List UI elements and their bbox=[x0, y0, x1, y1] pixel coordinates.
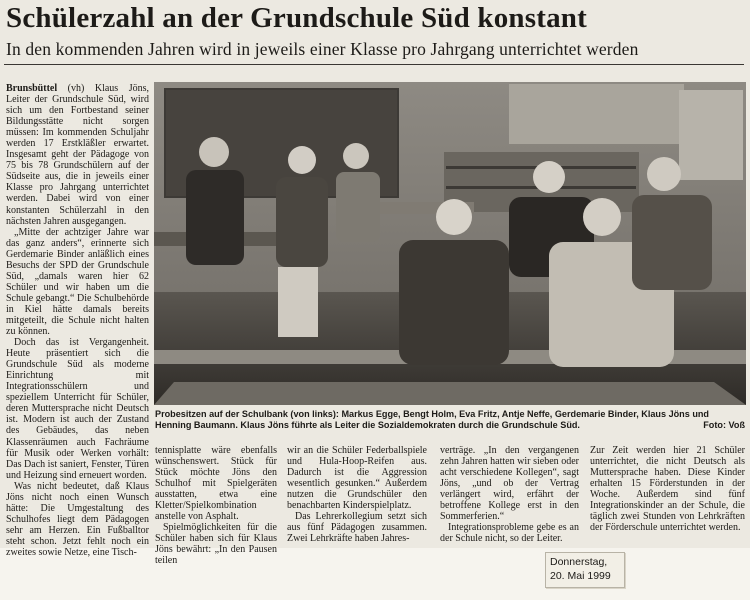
headline: Schülerzahl an der Grundschule Süd konstant bbox=[6, 2, 587, 34]
article-column-3 bbox=[287, 445, 427, 543]
date-stamp bbox=[545, 552, 625, 588]
classroom-photo-image bbox=[154, 82, 746, 405]
article-column-5 bbox=[590, 445, 745, 543]
paragraph: Das Lehrerkollegium setzt sich aus fünf Pädagogen zusammen. Zwei Lehrkräfte haben Jahres- bbox=[287, 511, 427, 545]
group-photo bbox=[154, 82, 746, 405]
paragraph: Integrationsprobleme gebe es an der Schule nicht, so der Leiter. bbox=[440, 522, 579, 545]
article-column-4 bbox=[440, 445, 579, 543]
paragraph: verträge. „In den vergangenen zehn Jahren hatten wir sieben oder acht verschiedene Kollegen“, sagt Jöns, „und ob der Vertrag verlängert wird, erfährt der betroffene Kollege erst in den Sommerferien.“ bbox=[440, 445, 579, 523]
paragraph: Zur Zeit werden hier 21 Schüler unterrichtet, die nicht Deutsch als Muttersprache haben. Diese Kinder erhalten 15 Förderstunden in der Woche. Außerdem sind fünf Integrationskinder an der Schule, die täglich zwei Stunden von Lehrkräften der Förderschule unterrichtet werden. bbox=[590, 445, 745, 534]
photo-credit: Foto: Voß bbox=[703, 420, 745, 430]
paragraph: Was nicht bedeutet, daß Klaus Jöns nicht noch einen Wunsch hätte: Die Umgestaltung des Schulhofes liegt dem Pädagogen sehr am Herzen. Ein Fußballtor steht schon. Jetzt fehlt noch ein zweites sowie Netze, eine Tisch- bbox=[6, 480, 149, 558]
paragraph: „Mitte der achtziger Jahre war das ganz anders“, erinnerte sich Gerdemarie Binder anläßlich eines Besuchs der SPD der Grundschule Süd, „damals waren hier 62 Schüler und wir haben um die Schule gebangt.“ Die Schulbehörde in Kiel hätte damals bereits mitgeteilt, die Schule nicht halten zu können. bbox=[6, 226, 149, 338]
photo-caption bbox=[155, 409, 745, 431]
date-stamp-date: 20. Mai 1999 bbox=[550, 570, 611, 582]
article-column-2 bbox=[155, 445, 277, 567]
paragraph: wir an die Schüler Federballspiele und Hula-Hoop-Reifen aus. Dadurch ist die Aggression wesentlich gesunken.“ Außerdem nutzen die Grundschüler den benachbarten Kinderspielplatz. bbox=[287, 445, 427, 512]
dateline: Brunsbüttel bbox=[6, 83, 58, 94]
paragraph: Spielmöglichkeiten für die Schüler haben sich für Klaus Jöns bewährt: „In den Pausen teilen bbox=[155, 522, 277, 567]
paragraph: Brunsbüttel (vh) Klaus Jöns, Leiter der Grundschule Süd, wird sich um den Fortbestand seiner Bildungsstätte nicht sorgen müssen: Im kommenden Schuljahr werden 17 Erstkläßler erwartet. Insgesamt geht der Pädagoge von 75 bis 78 Grundschülern auf der Südseite aus, die in jeweils einer Klasse pro Jahrgang unterrichtet werden. Dabei wird von einer konstanten Schülerzahl in den nächsten Jahren ausgegangen. bbox=[6, 83, 149, 227]
article-column-1 bbox=[6, 83, 149, 558]
headline-rule bbox=[4, 64, 744, 65]
subheadline: In den kommenden Jahren wird in jeweils einer Klasse pro Jahrgang unterrichtet werden bbox=[6, 39, 639, 59]
paragraph: tennisplatte wäre ebenfalls wünschenswert. Stück für Stück möchte Jöns den Schulhof mit Spielgeräten ausstatten, etwa eine Kletter/Spielkombination anstelle von Asphalt. bbox=[155, 445, 277, 523]
caption-text: Probesitzen auf der Schulbank (von links): Markus Egge, Bengt Holm, Eva Fritz, Antje Neffe, Gerdemarie Binder, Klaus Jöns und Henning Baumann. Klaus Jöns führte als Leiter die Sozialdemokraten durch die Grundschule Süd. bbox=[155, 409, 709, 430]
date-stamp-weekday: Donnerstag, bbox=[550, 556, 608, 568]
paragraph: Doch das ist Vergangenheit. Heute präsentiert sich die Grundschule Süd als moderne Einrichtung mit Integrationsschülern und speziellem Unterricht für Schüler, deren Muttersprache nicht Deutsch ist. Modern ist auch der Zustand des Gebäudes, das neben Klassenräumen auch Fachräume für Musik oder Werken vorhält: Das Dach ist saniert, Fenster, Türen und Heizung sind erneuert worden. bbox=[6, 337, 149, 481]
